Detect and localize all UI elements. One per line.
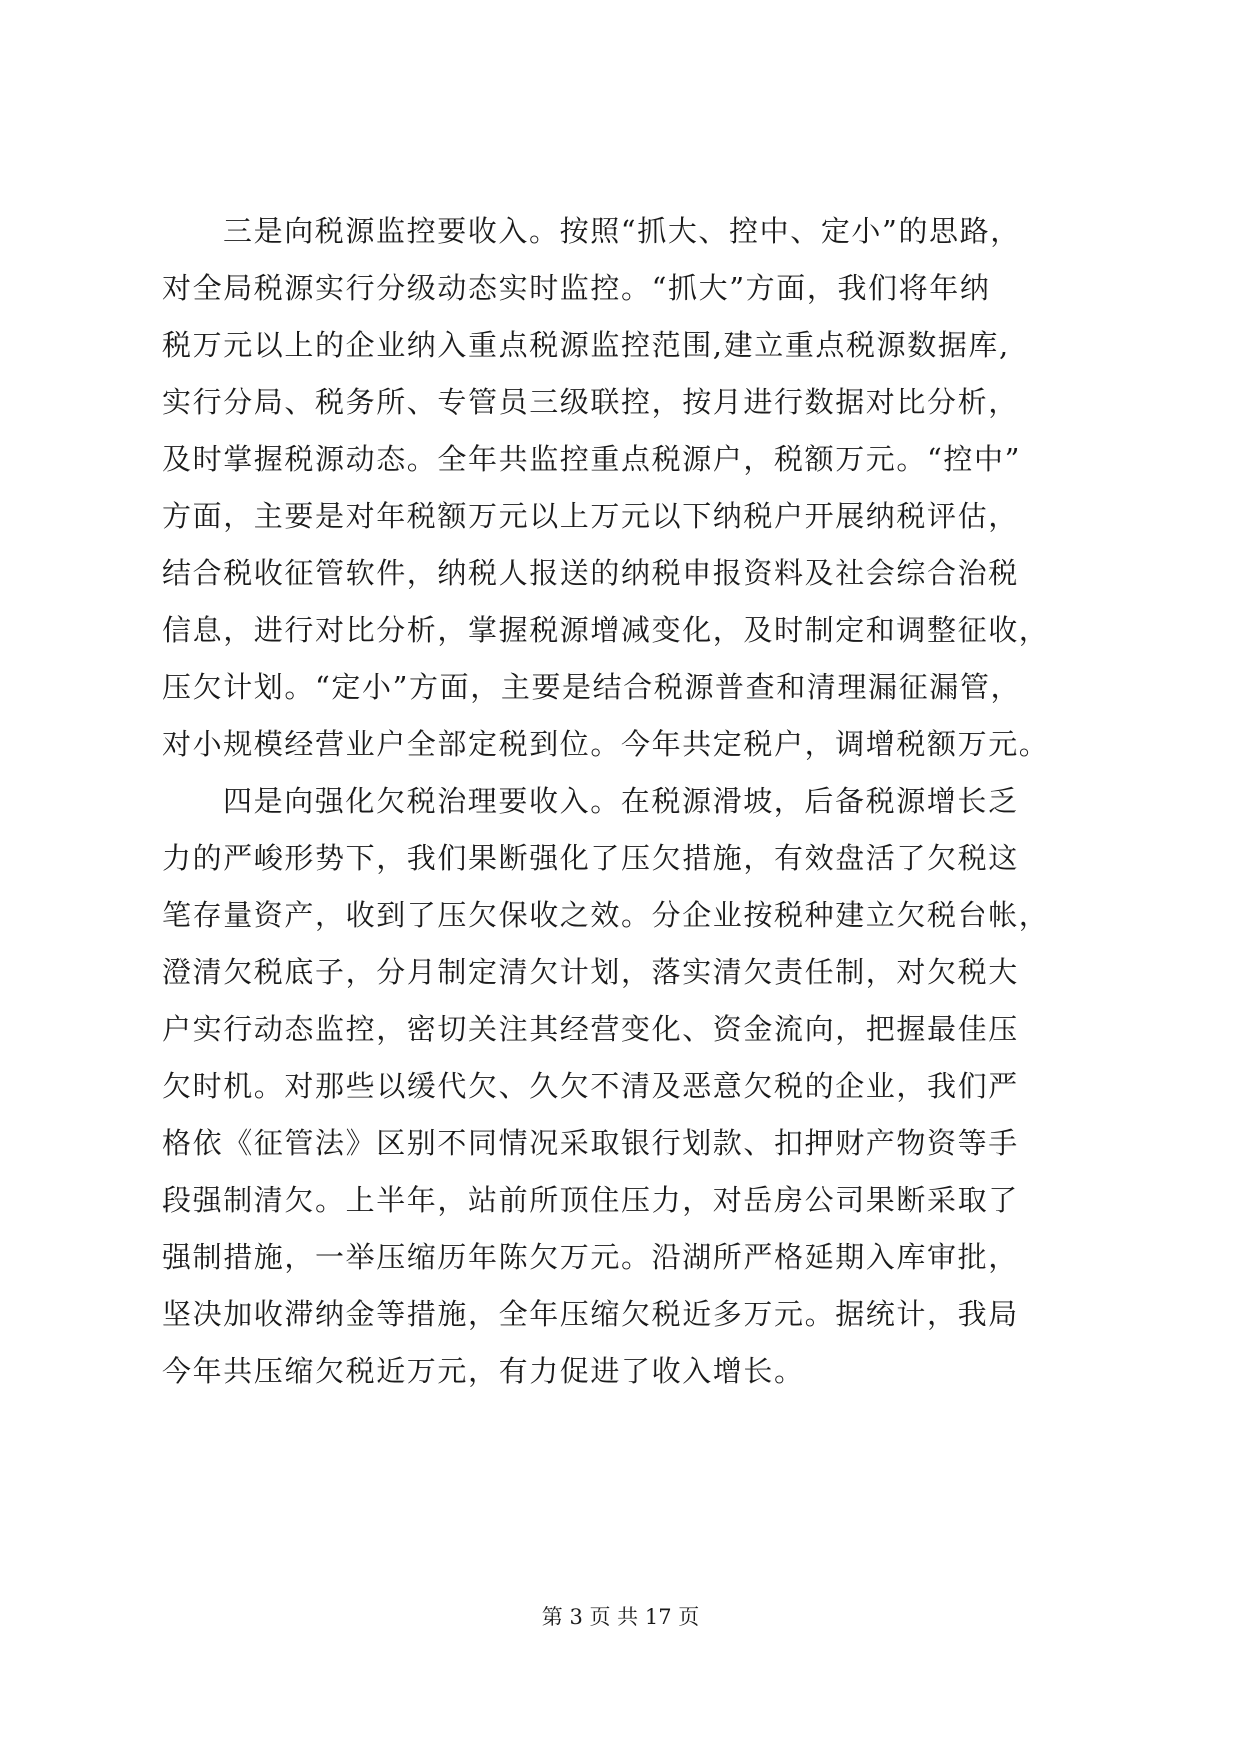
document-body <box>162 203 1122 1400</box>
paragraph-arrears-governance <box>162 773 1122 1400</box>
text-line: 实行分局、税务所、专管员三级联控，按月进行数据对比分析， <box>162 385 1019 419</box>
text-line: 澄清欠税底子，分月制定清欠计划，落实清欠责任制，对欠税大 <box>162 955 1019 989</box>
text-line: 段强制清欠。上半年，站前所顶住压力，对岳房公司果断采取了 <box>162 1183 1019 1217</box>
text-line: 力的严峻形势下，我们果断强化了压欠措施，有效盘活了欠税这 <box>162 841 1019 875</box>
text-line: 结合税收征管软件，纳税人报送的纳税申报资料及社会综合治税 <box>162 556 1019 590</box>
text-line: 对小规模经营业户全部定税到位。今年共定税户，调增税额万元。 <box>162 727 1050 761</box>
text-line: 笔存量资产，收到了压欠保收之效。分企业按税种建立欠税台帐， <box>162 898 1050 932</box>
text-line: 今年共压缩欠税近万元，有力促进了收入增长。 <box>162 1354 805 1388</box>
text-line: 信息，进行对比分析，掌握税源增减变化，及时制定和调整征收， <box>162 613 1050 647</box>
page-number-footer: 第 3 页 共 17 页 <box>541 1605 700 1629</box>
text-line: 强制措施，一举压缩历年陈欠万元。沿湖所严格延期入库审批， <box>162 1240 1019 1274</box>
text-line: 坚决加收滞纳金等措施，全年压缩欠税近多万元。据统计，我局 <box>162 1297 1019 1331</box>
text-line: 及时掌握税源动态。全年共监控重点税源户，税额万元。“控中” <box>162 442 1022 476</box>
text-line: 三是向税源监控要收入。按照“抓大、控中、定小”的思路， <box>223 214 1021 248</box>
text-line: 四是向强化欠税治理要收入。在税源滑坡，后备税源增长乏 <box>223 784 1019 818</box>
text-line: 压欠计划。“定小”方面，主要是结合税源普查和清理漏征漏管， <box>162 670 1022 704</box>
text-line: 欠时机。对那些以缓代欠、久欠不清及恶意欠税的企业，我们严 <box>162 1069 1019 1103</box>
text-line: 方面，主要是对年税额万元以上万元以下纳税户开展纳税评估， <box>162 499 1019 533</box>
text-line: 税万元以上的企业纳入重点税源监控范围,建立重点税源数据库, <box>162 328 1010 362</box>
paragraph-tax-source-monitoring <box>162 203 1122 773</box>
text-line: 户实行动态监控，密切关注其经营变化、资金流向，把握最佳压 <box>162 1012 1019 1046</box>
text-line: 对全局税源实行分级动态实时监控。“抓大”方面，我们将年纳 <box>162 271 991 305</box>
text-line: 格依《征管法》区别不同情况采取银行划款、扣押财产物资等手 <box>162 1126 1019 1160</box>
